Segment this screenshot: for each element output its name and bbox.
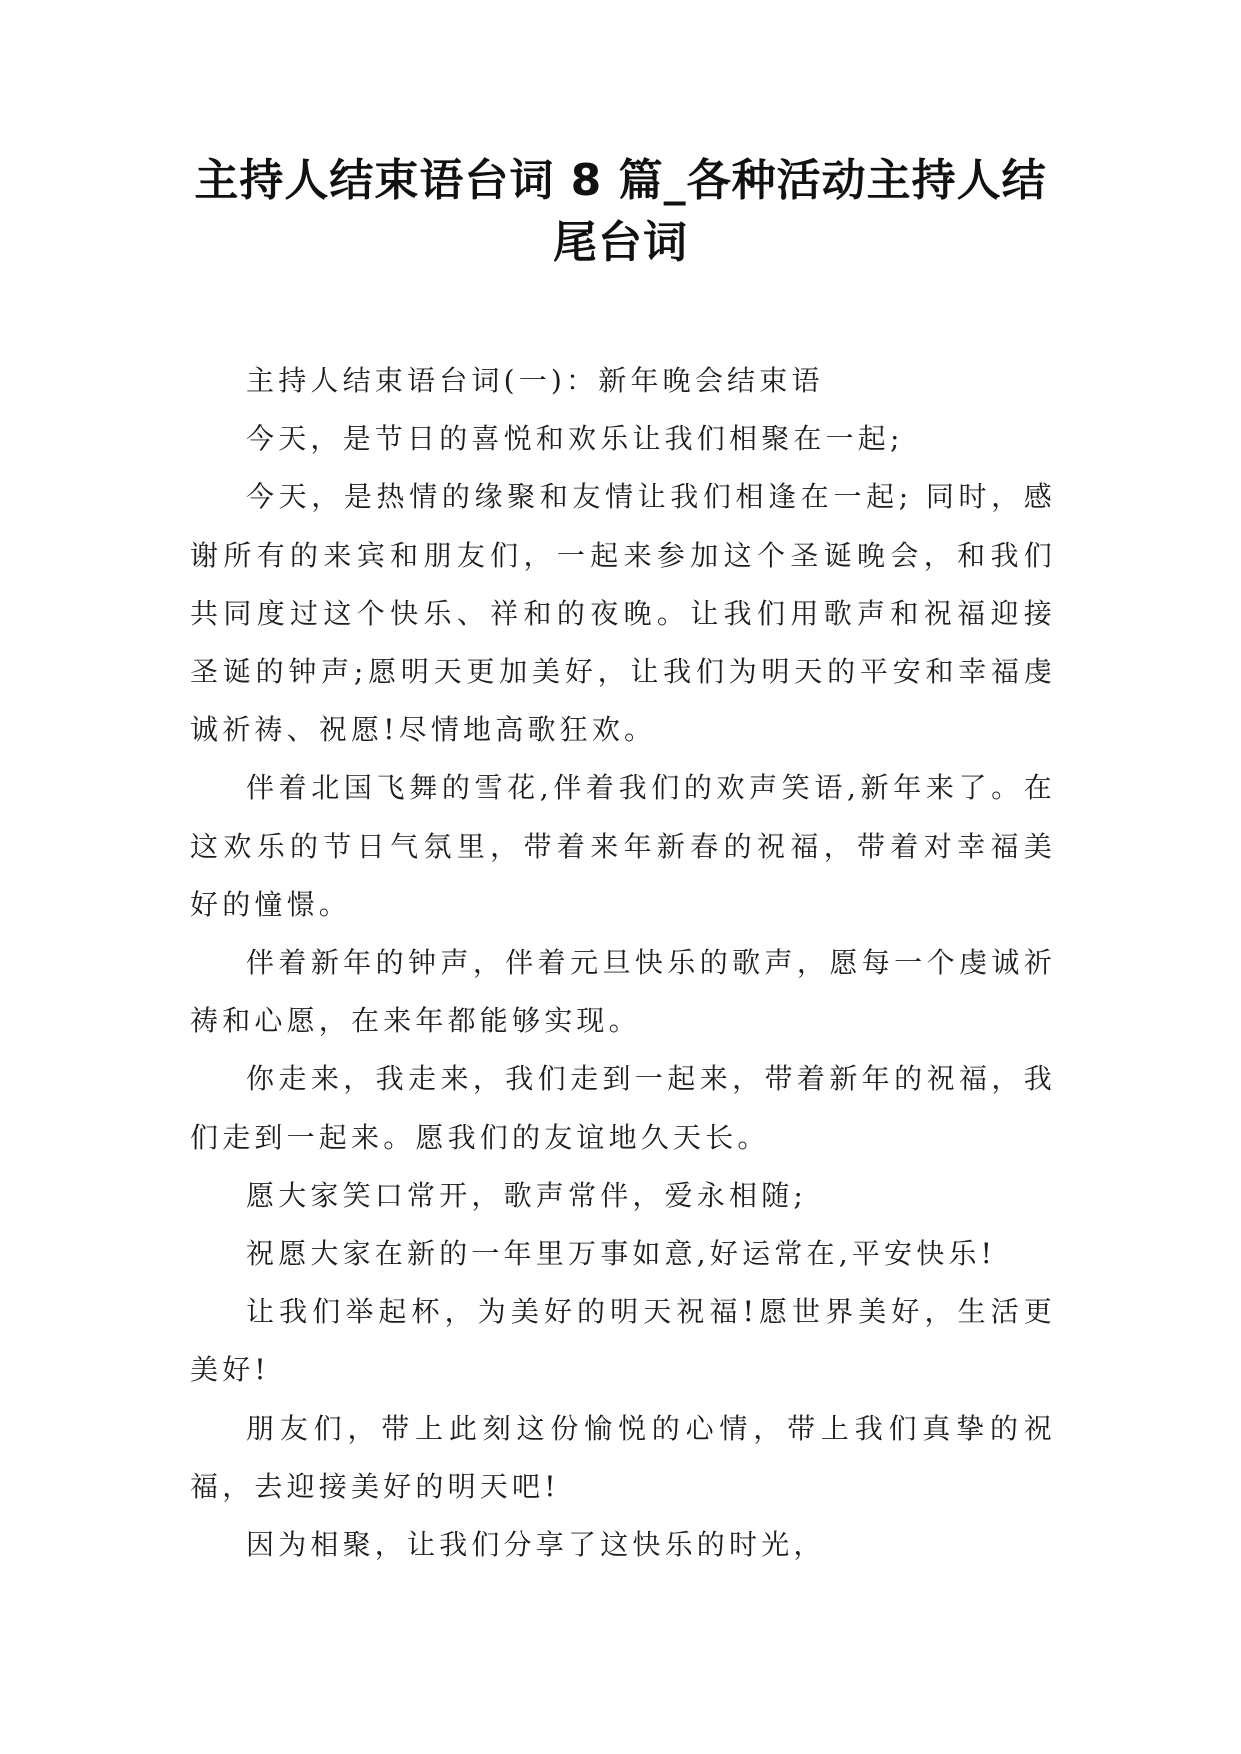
title-line: 尾台词	[553, 217, 688, 268]
paragraph: 今天，是节日的喜悦和欢乐让我们相聚在一起;	[246, 422, 904, 456]
paragraph: 愿大家笑口常开，歌声常伴，爱永相随;	[246, 1178, 808, 1212]
paragraph: 因为相聚，让我们分享了这快乐的时光，	[246, 1528, 826, 1562]
paragraph: 祝愿大家在新的一年里万事如意,好运常在,平安快乐!	[246, 1237, 997, 1271]
paragraph: 你走来，我走来，我们走到一起来，带着新年的祝福，我们走到一起来。愿我们的友谊地久天长。	[190, 1062, 1056, 1154]
document-title	[150, 150, 1091, 274]
paragraph: 伴着北国飞舞的雪花,伴着我们的欢声笑语,新年来了。在这欢乐的节日气氛里，带着来年新春的祝福，带着对幸福美好的憧憬。	[190, 771, 1056, 921]
title-line: 主持人结束语台词 8 篇_各种活动主持人结	[194, 155, 1047, 206]
paragraph: 今天，是热情的缘聚和友情让我们相逢在一起; 同时，感谢所有的来宾和朋友们，一起来参加这个圣诞晚会，和我们共同度过这个快乐、祥和的夜晚。让我们用歌声和祝福迎接圣诞的钟声;愿明天更加美好，让我们为明天的平安和幸福虔诚祈祷、祝愿!尽情地高歌狂欢。	[190, 480, 1056, 747]
paragraph: 朋友们，带上此刻这份愉悦的心情，带上我们真挚的祝福，去迎接美好的明天吧!	[190, 1411, 1056, 1503]
paragraph: 让我们举起杯，为美好的明天祝福!愿世界美好，生活更美好!	[190, 1295, 1056, 1387]
document-body	[190, 352, 1056, 1574]
section-heading: 主持人结束语台词(一)：新年晚会结束语	[246, 364, 824, 397]
paragraph: 伴着新年的钟声，伴着元旦快乐的歌声，愿每一个虔诚祈祷和心愿，在来年都能够实现。	[190, 946, 1056, 1038]
